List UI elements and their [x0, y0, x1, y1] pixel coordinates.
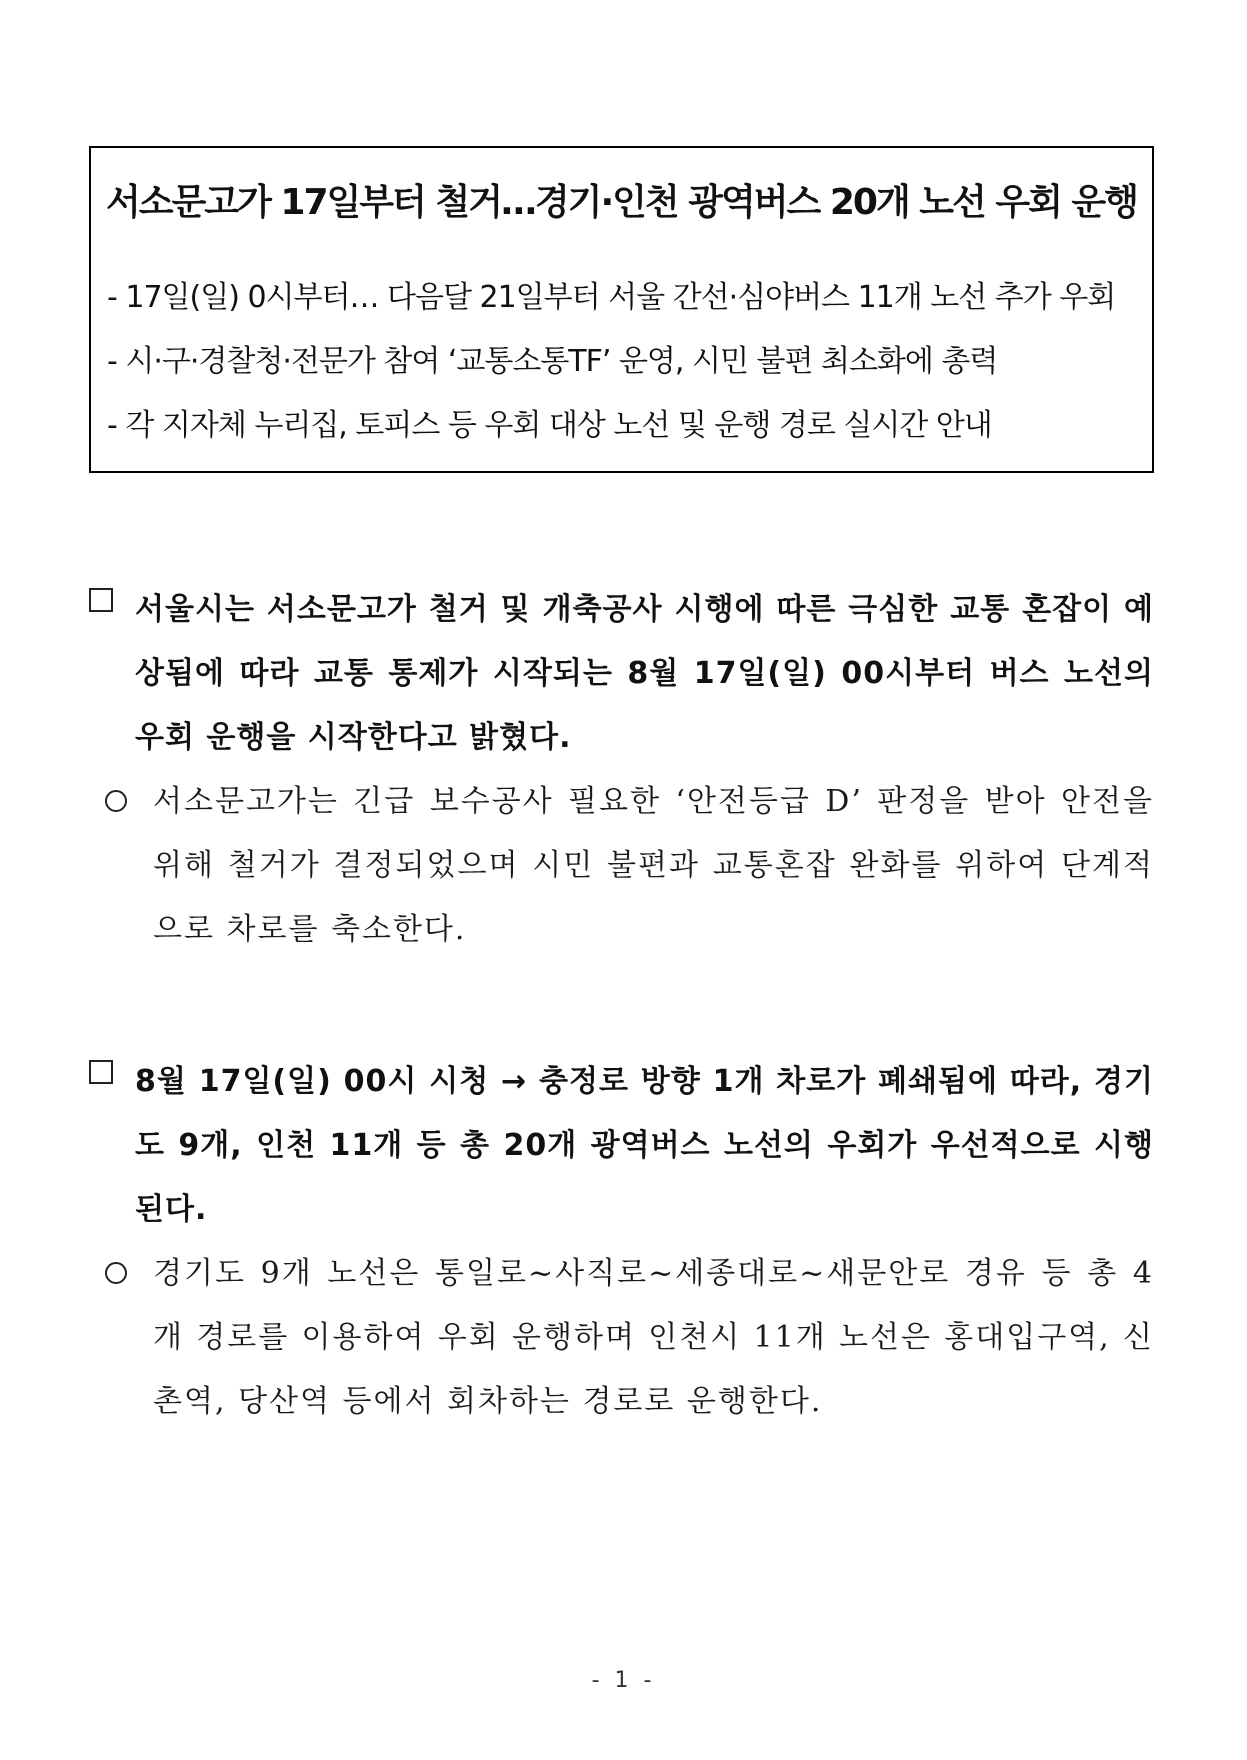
- circle-bullet-icon: [105, 1262, 127, 1284]
- headline-title: 서소문고가 17일부터 철거…경기·인천 광역버스 20개 노선 우회 운행: [105, 182, 1137, 223]
- section-sub-item: [89, 770, 1154, 962]
- section-sub-text: 서소문고가는 긴급 보수공사 필요한 ‘안전등급 D’ 판정을 받아 안전을 위해 철거가 결정되었으며 시민 불편과 교통혼잡 완화를 위하여 단계적으로 차로를 축소한다.: [153, 784, 1154, 947]
- section-1: [89, 578, 1154, 962]
- subpoint: - 17일(일) 0시부터… 다음달 21일부터 서울 간선·심야버스 11개 노선 추가 우회: [107, 280, 1116, 315]
- square-bullet-icon: [89, 1060, 113, 1084]
- subpoint: - 각 지자체 누리집, 토피스 등 우회 대상 노선 및 운행 경로 실시간 안내: [107, 408, 992, 443]
- section-2: [89, 1050, 1154, 1434]
- headline-subpoints: [107, 266, 1115, 458]
- page-number: - 1 -: [591, 1668, 656, 1693]
- headline-box: [89, 146, 1154, 473]
- section-sub-item: [89, 1242, 1154, 1434]
- circle-bullet-icon: [105, 790, 127, 812]
- section-sub-text: 경기도 9개 노선은 통일로~사직로~세종대로~새문안로 경유 등 총 4개 경로를 이용하여 우회 운행하며 인천시 11개 노선은 홍대입구역, 신촌역, 당산역 등에서 회차하는 경로로 운행한다.: [153, 1256, 1154, 1419]
- square-bullet-icon: [89, 588, 113, 612]
- subpoint: - 시·구·경찰청·전문가 참여 ‘교통소통TF’ 운영, 시민 불편 최소화에 총력: [107, 344, 998, 379]
- section-main-text: 서울시는 서소문고가 철거 및 개축공사 시행에 따른 극심한 교통 혼잡이 예상됨에 따라 교통 통제가 시작되는 8월 17일(일) 00시부터 버스 노선의 우회 운행을 시작한다고 밝혔다.: [135, 592, 1154, 755]
- section-main-text: 8월 17일(일) 00시 시청 → 충정로 방향 1개 차로가 폐쇄됨에 따라, 경기도 9개, 인천 11개 등 총 20개 광역버스 노선의 우회가 우선적으로 시행된다.: [135, 1064, 1154, 1227]
